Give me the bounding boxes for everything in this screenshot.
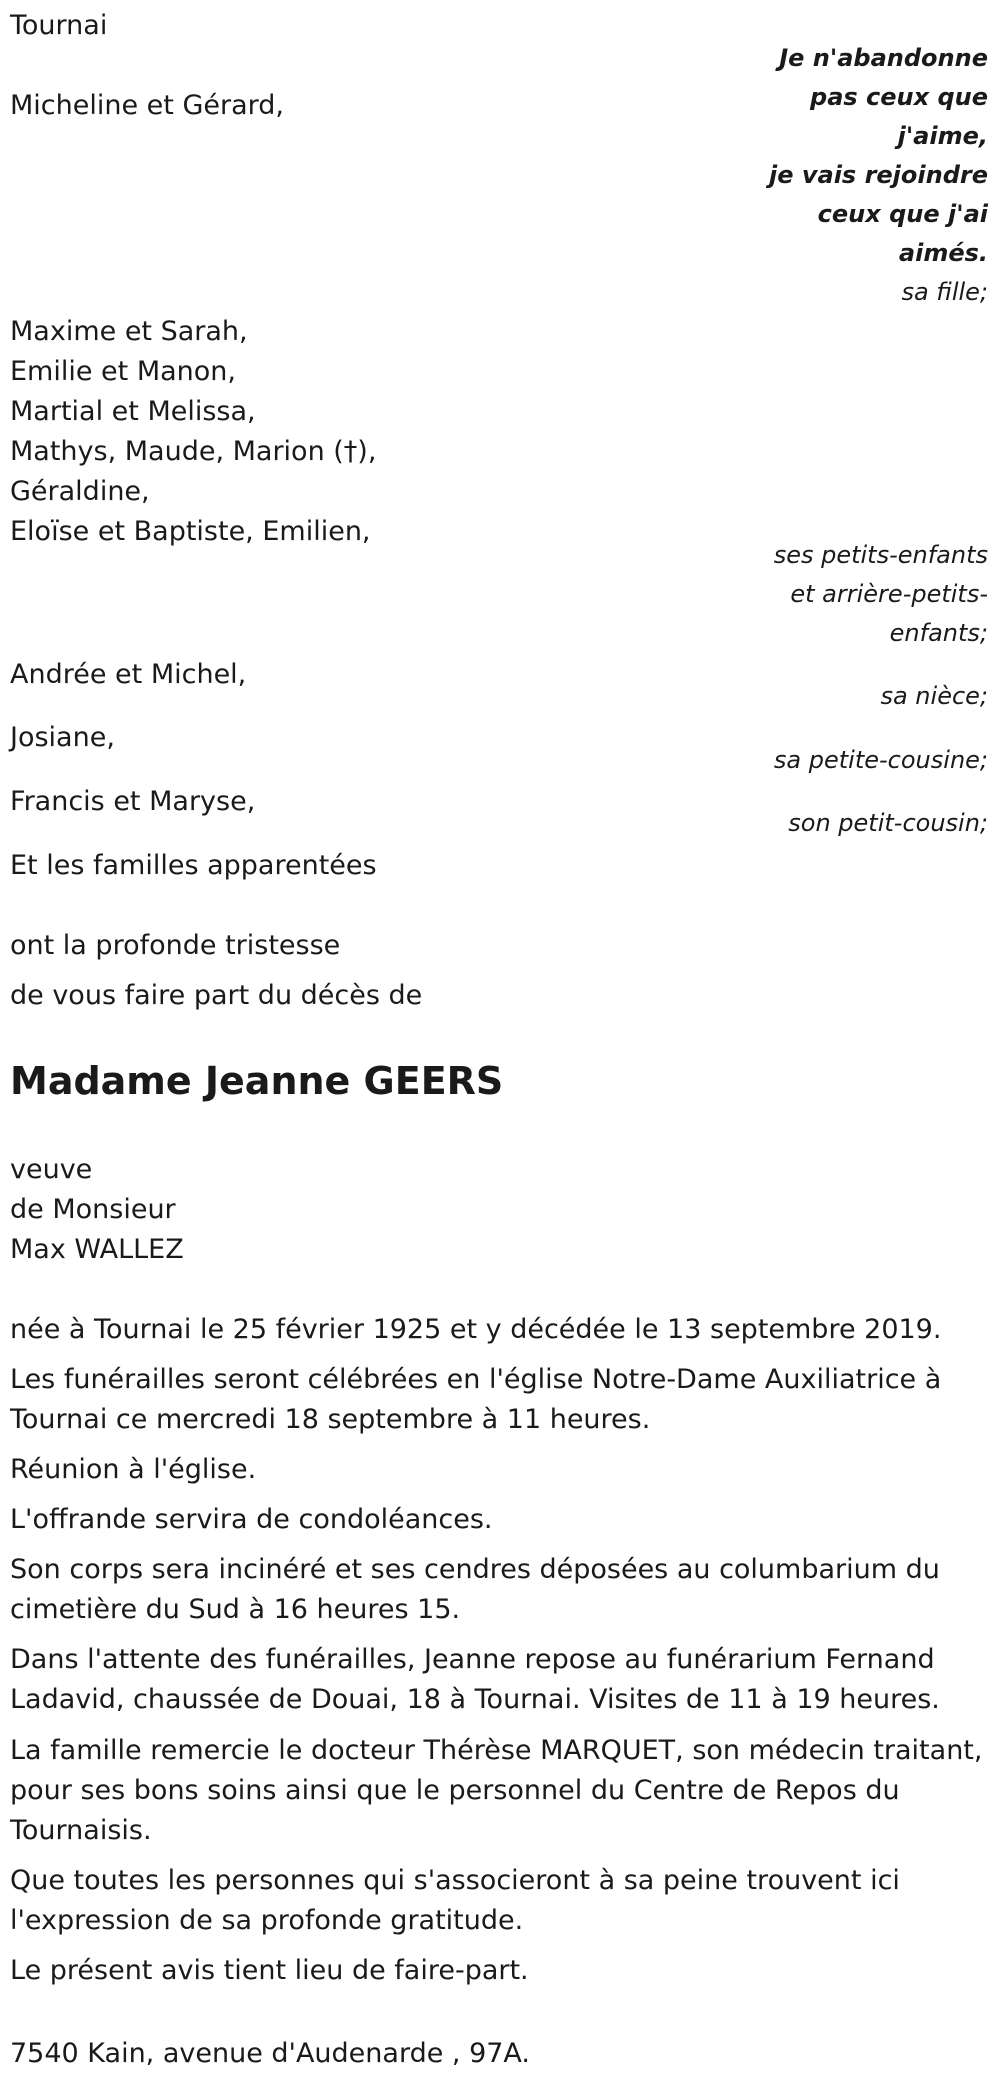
- quote-line: j'aime,: [897, 122, 988, 150]
- notice-paragraph: Que toutes les personnes qui s'associeront à sa peine trouvent ici l'expression de sa profonde gratitude.: [10, 1865, 900, 1936]
- relation-label: ses petits-enfants: [773, 541, 988, 569]
- relation-label: sa fille;: [901, 278, 988, 306]
- mourner-name: Micheline et Gérard,: [10, 90, 284, 121]
- notice-paragraph: Son corps sera inciné​ré et ses cendres déposées au columbarium du cimetière du Sud à 16 heures 15.: [10, 1554, 940, 1625]
- deceased-name: Madame Jeanne GEERS: [10, 1059, 504, 1103]
- city-label: Tournai: [10, 10, 108, 41]
- quote-line: Je n'abandonne: [779, 44, 988, 72]
- notice-paragraph: L'offrande servira de condoléances.: [10, 1504, 493, 1535]
- widow-line: de Monsieur: [10, 1194, 176, 1225]
- relation-label: son petit-cousin;: [788, 809, 988, 837]
- notice-paragraph: née à Tournai le 25 février 1925 et y décédée le 13 septembre 2019.: [10, 1314, 942, 1345]
- relation-label: et arrière-petits-: [790, 580, 988, 608]
- mourner-name: Andrée et Michel,: [10, 659, 247, 690]
- quote-line: je vais rejoindre: [769, 161, 988, 189]
- announce-line: de vous faire part du décès de: [10, 980, 423, 1011]
- mourner-name: Josiane,: [10, 722, 115, 753]
- widow-line: veuve: [10, 1154, 93, 1185]
- mourner-name: Mathys, Maude, Marion (†),: [10, 436, 377, 467]
- notice-paragraph: Le présent avis tient lieu de faire-part.: [10, 1955, 529, 1986]
- notice-paragraph: Les funérailles seront célébrées en l'église Notre-Dame Auxiliatrice à Tournai ce mercredi 18 septembre à 11 heures.: [10, 1364, 942, 1435]
- relation-label: enfants;: [889, 619, 988, 647]
- mourner-name: Eloïse et Baptiste, Emilien,: [10, 516, 371, 547]
- mourner-name: Emilie et Manon,: [10, 356, 237, 387]
- quote-line: ceux que j'ai: [817, 200, 988, 228]
- notice-paragraph: La famille remercie le docteur Thérèse MARQUET, son médecin traitant, pour ses bons soins ainsi que le personnel du Centre de Repos du Tournaisis.: [10, 1735, 983, 1846]
- announce-line: ont la profonde tristesse: [10, 930, 341, 961]
- notice-paragraph: Dans l'attente des funérailles, Jeanne repose au funérarium Fernand Ladavid, chaussée de Douai, 18 à Tournai. Visites de 11 à 19 heures.: [10, 1644, 940, 1715]
- families-line: Et les familles apparentées: [10, 850, 377, 881]
- notice-paragraph: Réunion à l'église.: [10, 1454, 257, 1485]
- mourner-name: Géraldine,: [10, 476, 150, 507]
- relation-label: sa petite-cousine;: [773, 746, 988, 774]
- mourner-name: Maxime et Sarah,: [10, 316, 248, 347]
- relation-label: sa nièce;: [880, 682, 988, 710]
- quote-line: aimés.: [898, 239, 988, 267]
- widow-line: Max WALLEZ: [10, 1234, 184, 1265]
- mourner-name: Francis et Maryse,: [10, 786, 256, 817]
- mourner-name: Martial et Melissa,: [10, 396, 256, 427]
- quote-line: pas ceux que: [810, 83, 988, 111]
- address-line: 7540 Kain, avenue d'Audenarde , 97A.: [10, 2038, 531, 2069]
